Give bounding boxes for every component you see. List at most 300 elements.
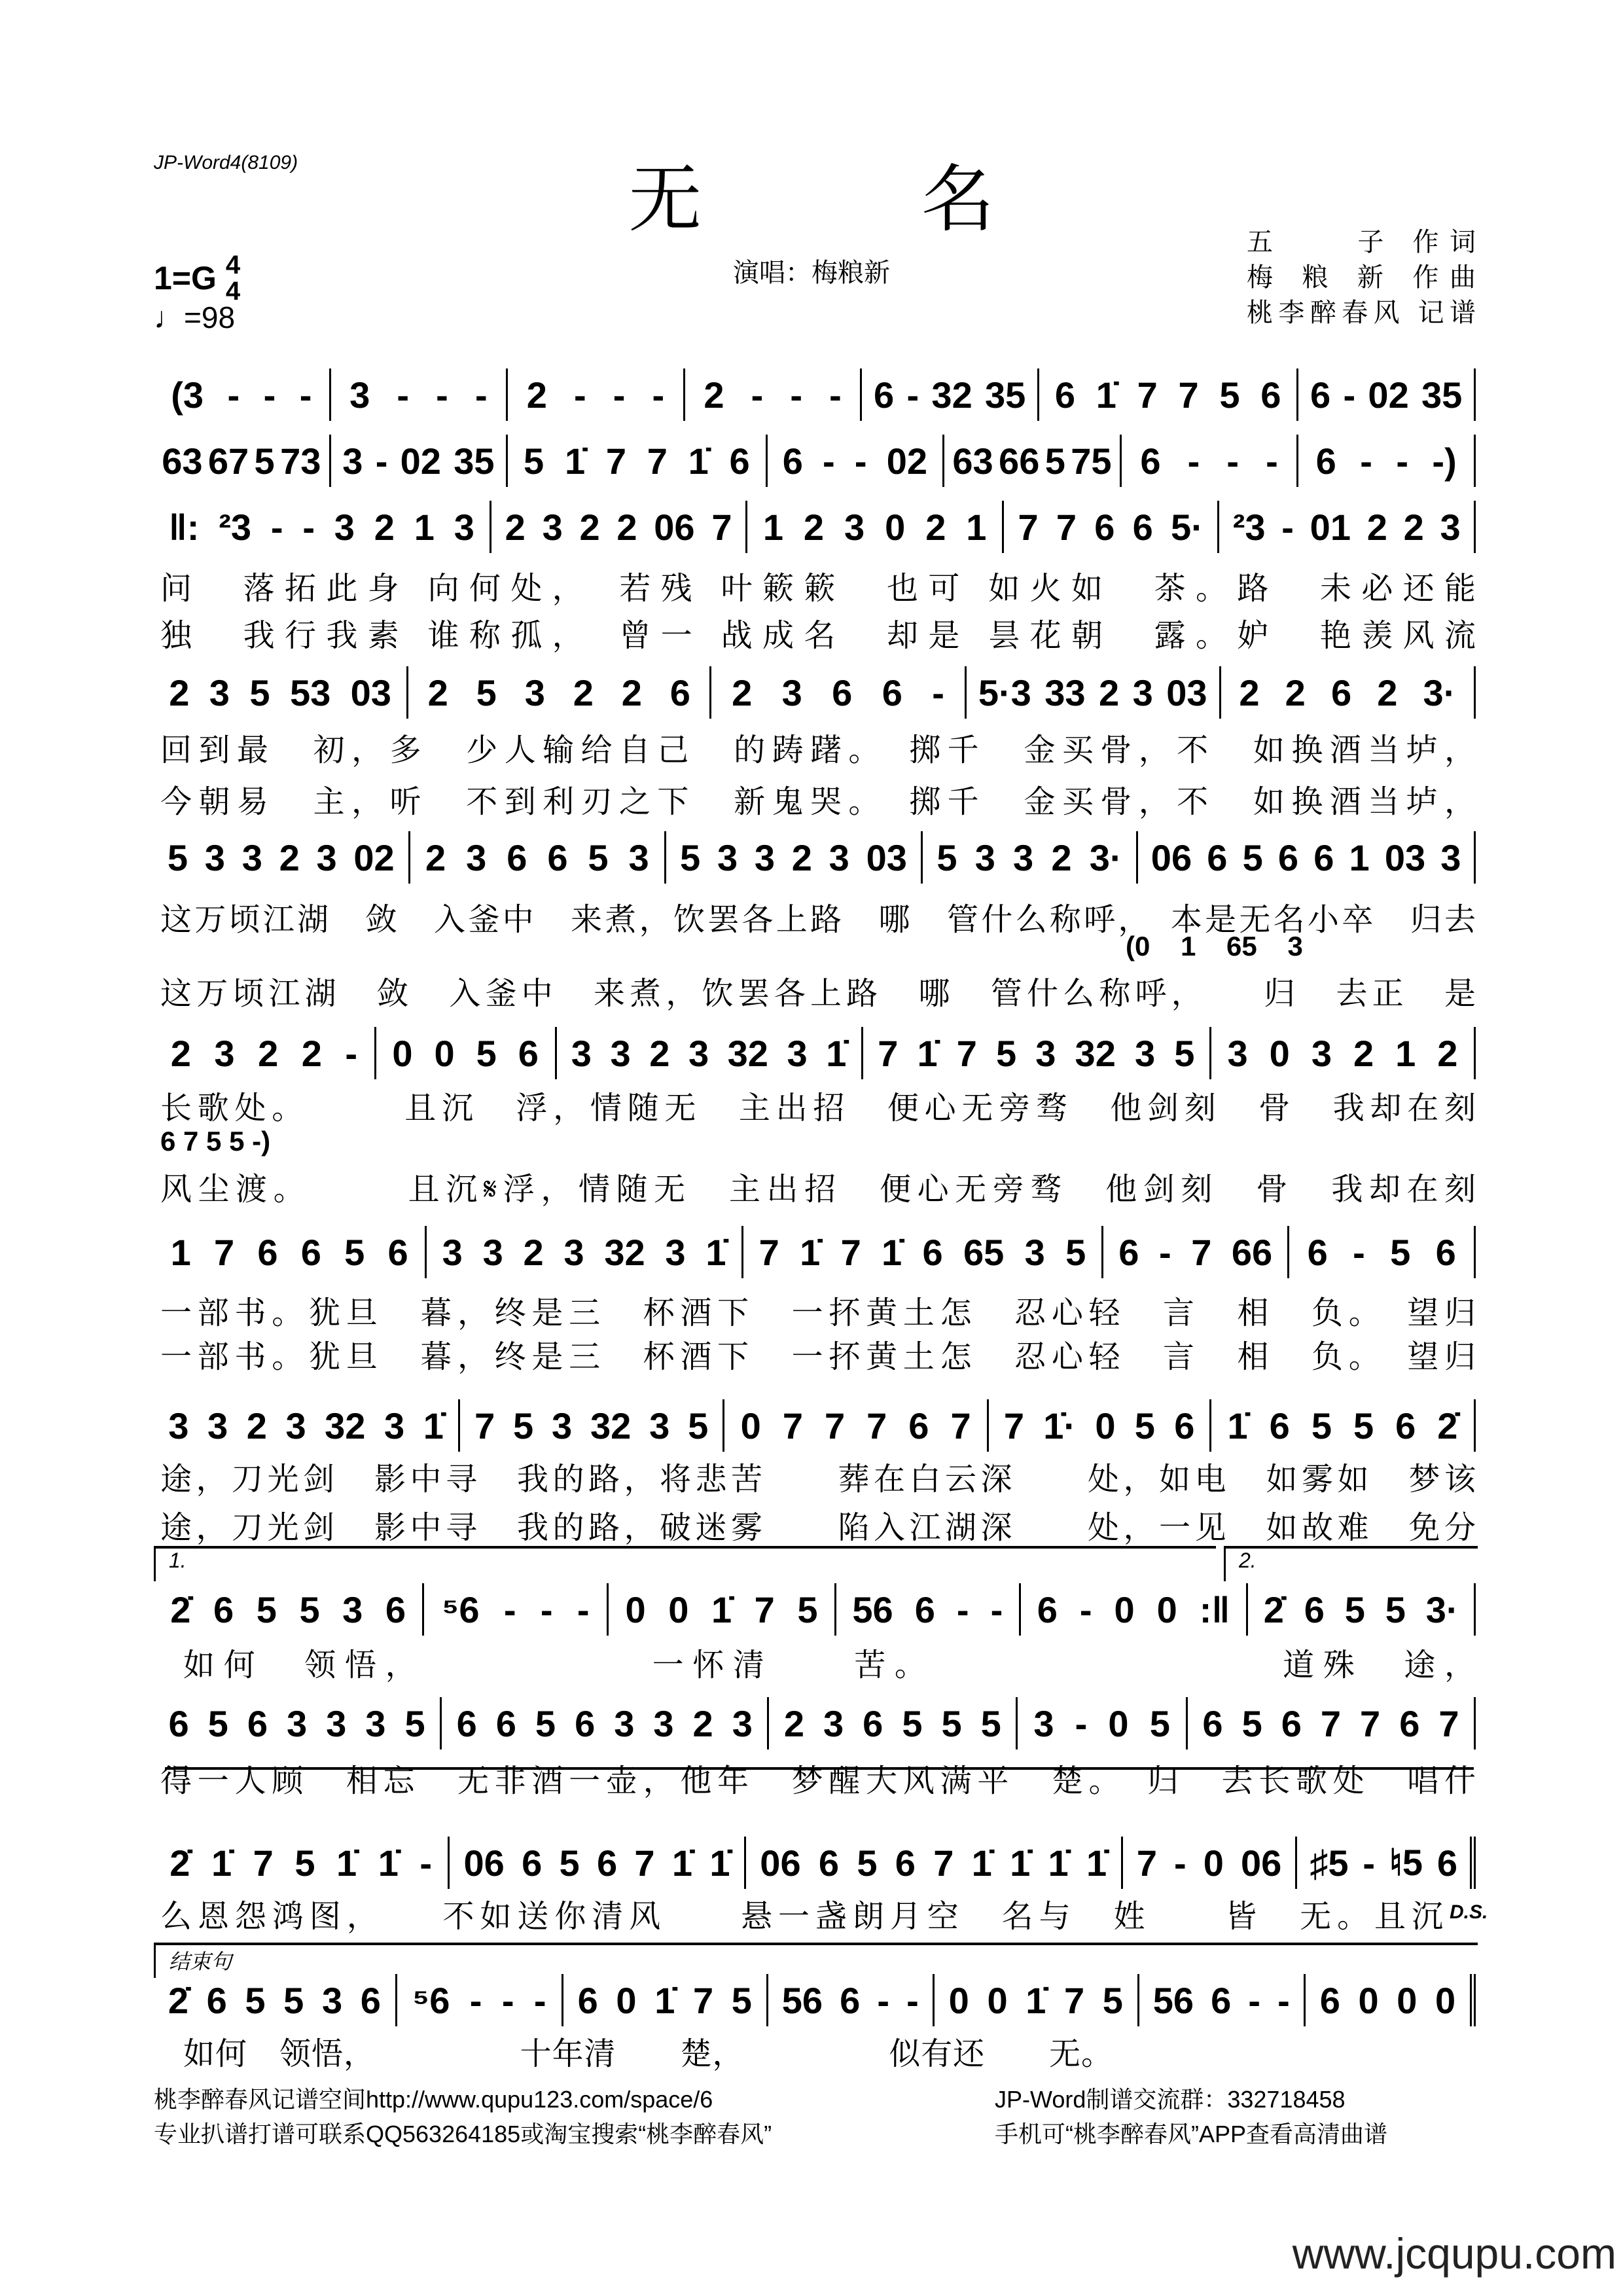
note: 3· xyxy=(1425,1588,1459,1630)
note: 5 xyxy=(476,1032,497,1074)
note: 03 xyxy=(350,672,391,713)
note: 53 xyxy=(289,672,331,713)
measure xyxy=(442,1697,769,1749)
measure xyxy=(410,831,667,884)
note: 35 xyxy=(1421,374,1463,416)
note: 7 xyxy=(956,1032,977,1074)
note: 0 xyxy=(668,1588,689,1630)
note: 3 xyxy=(563,1231,584,1273)
note: 6 xyxy=(818,1842,840,1884)
staff-row xyxy=(154,1697,1476,1749)
note: 5 xyxy=(980,1702,1001,1744)
note: 6 xyxy=(1399,1702,1420,1744)
measure xyxy=(427,1226,743,1278)
note: 03 xyxy=(1166,672,1207,713)
note: 1̇ xyxy=(709,1842,730,1884)
lyric-line: 得一人顾 相忘 无非酒一壶，他年 梦醒大风满平 楚。 归 去长歌处 唱什 xyxy=(160,1764,1476,1799)
note: 65 xyxy=(963,1231,1005,1273)
measure xyxy=(724,1399,989,1452)
measure xyxy=(508,368,685,421)
measure xyxy=(666,831,923,884)
singer-credit: 演唱：梅粮新 xyxy=(733,259,890,287)
staff-row xyxy=(154,1027,1476,1079)
note: - xyxy=(375,440,388,482)
note: 1̇ xyxy=(882,1231,902,1273)
measure xyxy=(1138,831,1476,884)
note: (3 xyxy=(171,374,204,416)
note: 3 xyxy=(442,1231,463,1273)
note: 3 xyxy=(1134,1032,1156,1074)
note: 2 xyxy=(1403,506,1424,548)
note: 3 xyxy=(285,1405,306,1446)
note: 02 xyxy=(886,440,928,482)
note: 3 xyxy=(1132,672,1153,713)
measure xyxy=(743,1226,1103,1278)
note: 3 xyxy=(1311,1032,1332,1074)
note: - xyxy=(1396,440,1408,482)
note: 5 xyxy=(1344,1588,1365,1630)
staff-row xyxy=(154,1226,1476,1278)
lyric-line: 独 我行我素 谁称孤， 曾一 战成名 却是 昙花朝 露。妒 艳羡风流 xyxy=(160,619,1476,653)
note: 7 xyxy=(711,506,732,548)
note: 3 xyxy=(168,1405,189,1446)
note: - xyxy=(469,1979,482,2021)
staff-row xyxy=(154,666,1476,719)
note: - xyxy=(419,1842,433,1884)
note: 7 xyxy=(933,1842,954,1884)
note: - xyxy=(932,672,944,713)
note: - xyxy=(1174,1842,1186,1884)
note: 5 xyxy=(902,1702,923,1744)
measure xyxy=(491,501,748,553)
first-ending-bracket xyxy=(154,1546,1216,1581)
note: 32 xyxy=(604,1231,645,1273)
note: 0 xyxy=(1156,1588,1177,1630)
note: - xyxy=(1079,1588,1092,1630)
note: 5 xyxy=(283,1979,304,2021)
lyric-line: 如何 领悟， 十年清 楚， 似有还 无。 xyxy=(183,2037,1113,2072)
measure xyxy=(154,435,331,487)
note: 6 xyxy=(863,1702,883,1744)
note: 6 xyxy=(840,1979,861,2021)
note: 7 xyxy=(1320,1702,1342,1744)
staff-row xyxy=(154,1583,1476,1636)
measure xyxy=(563,1974,768,2026)
measure xyxy=(331,435,508,487)
note: 6 xyxy=(1310,374,1331,416)
note: 5 xyxy=(299,1588,320,1630)
note: 1̇ xyxy=(1086,1842,1107,1884)
note: 3 xyxy=(1033,1702,1054,1744)
measure xyxy=(1021,1583,1249,1636)
note: 6 xyxy=(1132,506,1153,548)
note: 7 xyxy=(840,1231,861,1273)
note: 0 xyxy=(434,1032,455,1074)
lyric-line: 问 落拓此身 向何处， 若残 叶簌簌 也可 如火如 茶。路 未必还能 xyxy=(160,571,1476,606)
note: 1̇· xyxy=(1043,1405,1077,1446)
note: 3 xyxy=(732,1702,753,1744)
measure xyxy=(862,368,1039,421)
note: 0 xyxy=(616,1979,637,2021)
note: 7 xyxy=(647,440,668,482)
footer-contact: 专业扒谱打谱可联系QQ563264185或淘宝搜索“桃李醉春风” xyxy=(154,2121,772,2147)
lyric-line: 么恩怨鸿图， 不如送你清风 悬一盏朗月空 名与 姓 皆 无。且沉 xyxy=(160,1899,1443,1934)
note: - xyxy=(990,1588,1003,1630)
note: 3 xyxy=(204,836,225,878)
note: 5 xyxy=(559,1842,580,1884)
note: 2 xyxy=(621,672,642,713)
interlude-notes: (0 1 65 3 xyxy=(1126,931,1303,961)
time-top: 4 xyxy=(225,251,241,279)
note: 32 xyxy=(727,1032,768,1074)
note: 7 xyxy=(1136,1842,1157,1884)
note: 3 xyxy=(754,836,775,878)
note: 3 xyxy=(781,672,802,713)
interlude-notes: 6 7 5 5 -) xyxy=(160,1126,271,1157)
note: 3 xyxy=(665,1231,686,1273)
note: 6 xyxy=(1435,1231,1456,1273)
measure xyxy=(967,666,1221,719)
note: 3 xyxy=(342,1588,363,1630)
measure xyxy=(1004,501,1219,553)
note: 1 xyxy=(414,506,435,548)
note: 7 xyxy=(782,1405,803,1446)
note: 0 xyxy=(625,1588,646,1630)
note: 1̇ xyxy=(705,1231,726,1273)
staff-row xyxy=(154,501,1476,553)
measure xyxy=(1211,1399,1476,1452)
note: 3 xyxy=(482,1231,503,1273)
lyric-line: 回到最 初，多 少人输给自己 的踌躇。 掷千 金买骨，不 如换酒当垆， xyxy=(160,733,1476,768)
note: - xyxy=(1281,506,1294,548)
measure xyxy=(1289,1226,1476,1278)
note: 56 xyxy=(1152,1979,1194,2021)
note: 3 xyxy=(286,1702,308,1744)
note: 2 xyxy=(803,506,825,548)
note: 2 xyxy=(925,506,946,548)
note: 6 xyxy=(1315,440,1336,482)
note: 6 xyxy=(360,1979,381,2021)
note: 1̇ xyxy=(1026,1979,1046,2021)
note: 2 xyxy=(1353,1032,1374,1074)
measure xyxy=(154,666,408,719)
note: 0 xyxy=(1435,1979,1456,2021)
note: 6 xyxy=(914,1588,935,1630)
note: 6 xyxy=(832,672,853,713)
note: 2 xyxy=(523,1231,544,1273)
note: 5 xyxy=(1385,1588,1406,1630)
note: 0 xyxy=(1095,1405,1116,1446)
note: 6 xyxy=(577,1979,598,2021)
measure xyxy=(154,831,410,884)
note: 0 xyxy=(392,1032,413,1074)
note: 6 xyxy=(247,1702,268,1744)
note: 6 xyxy=(596,1842,618,1884)
note: 6 xyxy=(547,836,568,878)
measure xyxy=(154,1226,427,1278)
note: 1̇ xyxy=(917,1032,938,1074)
measure xyxy=(397,1974,563,2026)
note: 2̇ xyxy=(1263,1588,1284,1630)
note: 2 xyxy=(573,672,594,713)
note: 3 xyxy=(653,1702,674,1744)
measure xyxy=(557,1027,863,1079)
measure xyxy=(746,1837,1123,1889)
note: 03 xyxy=(866,836,907,878)
note: 33 xyxy=(1044,672,1086,713)
note: 5 xyxy=(294,1842,315,1884)
note: 6 xyxy=(507,836,527,878)
note: 0 xyxy=(1397,1979,1418,2021)
note: ²3 xyxy=(1232,506,1266,548)
note: 5 xyxy=(1311,1405,1332,1446)
measure xyxy=(1306,1974,1476,2026)
note: 6 xyxy=(575,1702,596,1744)
note: - xyxy=(1226,440,1240,482)
measure xyxy=(1298,435,1476,487)
measure xyxy=(154,368,331,421)
note: 2 xyxy=(791,836,812,878)
note: 7 xyxy=(692,1979,714,2021)
staff-row xyxy=(154,368,1476,421)
measure xyxy=(989,1399,1211,1452)
note: 3 xyxy=(1440,836,1461,878)
measure xyxy=(685,368,863,421)
lyricist-credit: 五 子 作词 xyxy=(1247,228,1476,257)
note: 3· xyxy=(1089,836,1122,878)
note: 5 xyxy=(1241,1702,1262,1744)
note: - xyxy=(302,506,315,548)
note: 6 xyxy=(1307,1231,1328,1273)
note: 3 xyxy=(844,506,865,548)
ending-label: 结束句 xyxy=(169,1950,232,1973)
note: 5 xyxy=(688,1405,709,1446)
note: 6 xyxy=(206,1979,227,2021)
measure xyxy=(154,1583,424,1636)
note: 5 xyxy=(941,1702,962,1744)
measure xyxy=(836,1583,1021,1636)
note: 0 xyxy=(885,506,906,548)
note: 2 xyxy=(374,506,395,548)
note: 7 xyxy=(1056,506,1077,548)
measure xyxy=(331,368,508,421)
key-label: 1=G xyxy=(154,260,217,296)
note: 06 xyxy=(654,506,695,548)
lyric-line: 今朝易 主，听 不到利刃之下 新鬼哭。 掷千 金买骨，不 如换酒当垆， xyxy=(160,785,1476,819)
note: - xyxy=(474,374,488,416)
note: 67 xyxy=(207,440,249,482)
note: 1̇ xyxy=(564,440,586,482)
coda-bracket xyxy=(154,1943,1478,1978)
note: 3 xyxy=(466,836,487,878)
staff-row xyxy=(154,1837,1476,1889)
page-title: 无 名 xyxy=(628,157,1093,242)
note: - xyxy=(299,374,312,416)
note: 06 xyxy=(760,1842,801,1884)
note: 0 xyxy=(1108,1702,1129,1744)
note: 6 xyxy=(518,1032,539,1074)
note: 1̇ xyxy=(1010,1842,1031,1884)
note: 5 xyxy=(1219,374,1240,416)
note: 6 xyxy=(1118,1231,1139,1273)
note: 3 xyxy=(717,836,738,878)
note: 5·3 xyxy=(978,672,1031,713)
note: 7 xyxy=(1360,1702,1381,1744)
measure xyxy=(1221,666,1476,719)
note: 1 xyxy=(1349,836,1370,878)
note: 63 xyxy=(162,440,203,482)
note: 1̇ xyxy=(423,1405,444,1446)
lyric-line: 一部书。犹旦 暮，终是三 杯酒下 一抔黄土怎 忍心轻 言 相 负。 望归 xyxy=(160,1296,1476,1331)
note: 6 xyxy=(1319,1979,1340,2021)
volta-1-label: 1. xyxy=(169,1549,187,1572)
note: 2 xyxy=(692,1702,713,1744)
note: 0 xyxy=(1203,1842,1224,1884)
note: 3 xyxy=(649,1405,670,1446)
note: 02 xyxy=(400,440,441,482)
note: - xyxy=(1266,440,1278,482)
note: 2̇ xyxy=(170,1588,191,1630)
note: 0 xyxy=(1114,1588,1135,1630)
note: 7 xyxy=(213,1231,235,1273)
note: 1̇ xyxy=(671,1842,693,1884)
note: 1̇ xyxy=(211,1842,232,1884)
note: 6 xyxy=(213,1588,234,1630)
note: 3 xyxy=(326,1702,347,1744)
note: 3 xyxy=(384,1405,405,1446)
note: 2 xyxy=(246,1405,267,1446)
note: 03 xyxy=(1384,836,1426,878)
composer-credit: 梅 粮 新 作曲 xyxy=(1247,263,1476,292)
note: 2 xyxy=(783,1702,804,1744)
note: - xyxy=(751,374,764,416)
note: 3 xyxy=(974,836,995,878)
note: 2 xyxy=(170,1032,191,1074)
note: 6 xyxy=(1313,836,1334,878)
note: 7 xyxy=(758,1231,779,1273)
note: 5 xyxy=(1174,1032,1195,1074)
note: 06 xyxy=(463,1842,505,1884)
measure xyxy=(1018,1697,1188,1749)
measure xyxy=(1123,1837,1298,1889)
note: 6 xyxy=(1277,836,1299,878)
note: - xyxy=(1360,440,1372,482)
note: 3 xyxy=(571,1032,592,1074)
note: 5 xyxy=(1134,1405,1155,1446)
note: 5 xyxy=(857,1842,878,1884)
note: 7 xyxy=(866,1405,887,1446)
note: 7 xyxy=(1191,1231,1212,1273)
note: 73 xyxy=(280,440,321,482)
note: 5 xyxy=(1149,1702,1170,1744)
measure xyxy=(1248,1583,1476,1636)
note: 0 xyxy=(1269,1032,1290,1074)
note: 32 xyxy=(931,374,972,416)
note: 7 xyxy=(878,1032,899,1074)
note: - xyxy=(503,1588,516,1630)
note: 06 xyxy=(1150,836,1192,878)
note: - xyxy=(397,374,410,416)
note: 6 xyxy=(385,1588,406,1630)
tempo-mark: ♩=98 xyxy=(154,300,236,334)
lyric-line: 途，刀光剑 影中寻 我的路，将悲苦 葬在白云深 处，如电 如雾如 梦该 xyxy=(160,1462,1476,1497)
note: 7 xyxy=(824,1405,846,1446)
note: 6 xyxy=(1395,1405,1416,1446)
note: 3 xyxy=(365,1702,386,1744)
note: - xyxy=(540,1588,553,1630)
note: 1 xyxy=(170,1231,191,1273)
measure xyxy=(450,1837,745,1889)
note: 66 xyxy=(1231,1231,1273,1273)
note: 3 xyxy=(610,1032,631,1074)
note: 1̇ xyxy=(711,1588,732,1630)
note: - xyxy=(533,1979,546,2021)
note: 7 xyxy=(1137,374,1158,416)
note: ♮5 xyxy=(1389,1842,1423,1883)
note: 5 xyxy=(996,1032,1017,1074)
note: - xyxy=(652,374,665,416)
note: 3 xyxy=(829,836,849,878)
note: 32 xyxy=(1075,1032,1116,1074)
note: - xyxy=(574,374,586,416)
note: 3 xyxy=(214,1032,235,1074)
note: 0 xyxy=(948,1979,969,2021)
note: 5 xyxy=(249,672,270,713)
note: 3 xyxy=(209,672,230,713)
note: 35 xyxy=(454,440,495,482)
note: 1̇ xyxy=(654,1979,675,2021)
note: 7 xyxy=(1064,1979,1085,2021)
lyric-line: 途，刀光剑 影中寻 我的路，破迷雾 陷入江湖深 处，一见 如故难 免分 xyxy=(160,1511,1476,1545)
measure xyxy=(154,501,491,553)
note: 02 xyxy=(1368,374,1409,416)
note: - xyxy=(1343,374,1356,416)
note: 6 xyxy=(1269,1405,1290,1446)
note: - xyxy=(1158,1231,1171,1273)
note: 1 xyxy=(762,506,783,548)
note: ⁵6 xyxy=(442,1588,480,1630)
note: 1̇ xyxy=(688,440,709,482)
note: - xyxy=(613,374,626,416)
note: 2 xyxy=(1051,836,1072,878)
measure xyxy=(154,1837,450,1889)
note: 7 xyxy=(1178,374,1199,416)
note: ♯5 xyxy=(1310,1842,1349,1884)
note: - xyxy=(501,1979,514,2021)
note: 6 xyxy=(1207,836,1228,878)
note: 2 xyxy=(169,672,190,713)
note: 6 xyxy=(729,440,750,482)
footer-group: JP-Word制谱交流群：332718458 xyxy=(995,2086,1346,2113)
note: 5 xyxy=(1242,836,1263,878)
measure xyxy=(747,501,1004,553)
note: 6 xyxy=(1037,1588,1058,1630)
measure xyxy=(609,1583,836,1636)
footer-website: 桃李醉春风记谱空间http://www.qupu123.com/space/6 xyxy=(154,2086,713,2113)
note: 1̇ xyxy=(378,1842,399,1884)
note: 32 xyxy=(590,1405,632,1446)
note: 1̇ xyxy=(1096,374,1116,416)
note: 1̇ xyxy=(800,1231,821,1273)
note: 2 xyxy=(526,374,547,416)
measure xyxy=(1211,1027,1476,1079)
note: 6 xyxy=(1260,374,1281,416)
note: 2 xyxy=(732,672,753,713)
note: 6 xyxy=(257,1231,278,1273)
measure xyxy=(1297,1837,1476,1889)
note: 5 xyxy=(254,440,275,482)
note: - xyxy=(1248,1979,1261,2021)
